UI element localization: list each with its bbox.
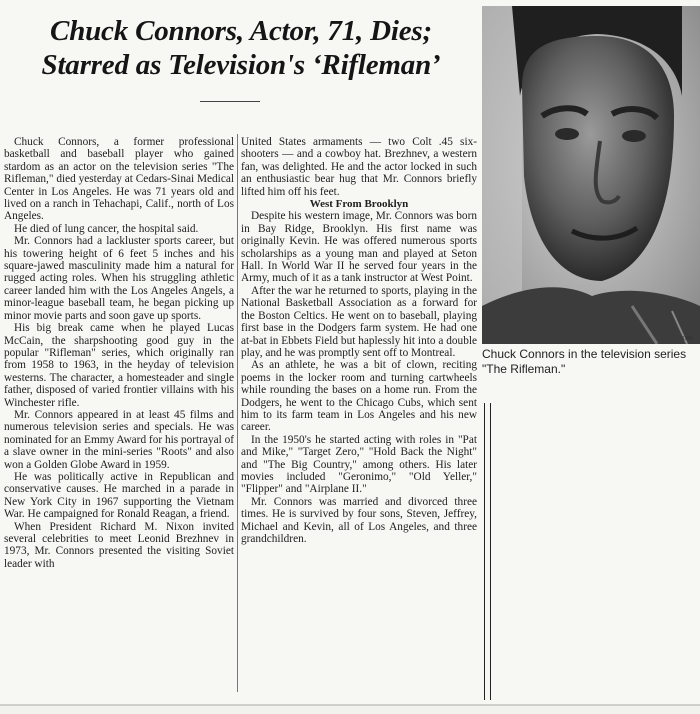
paragraph: He was politically active in Republican and conservative causes. He marched in a parade in New York City in 1967 supporting the Vietnam War. He campaigned for Ronald Reagan, a friend. [4, 470, 234, 521]
paragraph: After the war he returned to sports, playing in the National Basketball Association as a forward for the Boston Celtics. He went on to baseball, playing first base in the Dodgers farm system. He had one at-bat in Ebbets Field but haplessly hit into a double play, and he was promptly sent off to Montreal. [241, 284, 477, 359]
column-edge-marks [484, 403, 491, 714]
clipping-bottom-edge [0, 700, 700, 714]
paragraph: Mr. Connors had a lackluster sports career, but his towering height of 6 feet 5 inches and his square-jawed masculinity made him a natural for rugged acting roles. When his struggling athletic career landed him with the Los Angeles Angels, a minor-league baseball team, he began picking up minor movie parts and soon gave up sports. [4, 235, 234, 322]
photo-credit: 1960 [682, 336, 694, 342]
paragraph: He died of lung cancer, the hospital said. [14, 222, 199, 235]
portrait-image [482, 6, 700, 344]
paragraph: Despite his western image, Mr. Connors was born in Bay Ridge, Brooklyn. His first name was originally Kevin. He was offered numerous sports scholarships as a young man and played at Seton Hall. In World War II he served four years in the Army, much of it as a tank instructor at West Point. [241, 210, 477, 285]
paragraph: Chuck Connors, a former professional basketball and baseball player who gained stardom as an actor on the television series "The Rifleman," died yesterday at Cedars-Sinai Medical Center in Los Angeles. He was 71 years old and lived on a ranch in Tehachapi, Calif., north of Los Angeles. [4, 136, 234, 223]
column-divider [237, 134, 238, 692]
paragraph: Mr. Connors was married and divorced three times. He is survived by four sons, Steven, Jeffrey, Michael and Kevin, all of Los Angeles, and three grandchildren. [241, 495, 477, 545]
photo-caption: Chuck Connors in the television series "The Rifleman." [482, 347, 687, 376]
article-column-1 [4, 136, 234, 570]
portrait-photo [482, 6, 700, 344]
paragraph: Mr. Connors appeared in at least 45 films and numerous television series and specials. He was nominated for an Emmy Award for his portrayal of a slave owner in the mini-series "Roots" and also won a Golden Globe Award in 1959. [4, 408, 234, 471]
paragraph: United States armaments — two Colt .45 six-shooters — and a cowboy hat. Brezhnev, a western fan, was delighted. He and the actor locked in such an enthusiastic bear hug that Mr. Connors briefly lifted him off his feet. [241, 136, 477, 198]
paragraph: His big break came when he played Lucas McCain, the sharpshooting good guy in the popular "Rifleman" series, which originally ran from 1958 to 1963, in the heyday of television westerns. The character, a homesteader and single father, disposed of varied frontier villains with his Winchester rifle. [4, 322, 234, 409]
article-column-2 [241, 136, 477, 545]
paragraph: When President Richard M. Nixon invited several celebrities to meet Leonid Brezhnev in 1973, Mr. Connors presented the visiting Soviet leader with [4, 520, 234, 570]
subhead: West From Brooklyn [309, 198, 409, 211]
headline-line-1: Chuck Connors, Actor, 71, Dies; [50, 15, 432, 47]
paragraph: In the 1950's he started acting with roles in "Pat and Mike," "Target Zero," "Hold Back the Night" and "The Big Country," among others. His later movies included "Geronimo," "Old Yeller," "Flipper" and "Airplane II." [241, 433, 477, 496]
headline-line-2: Starred as Television's ‘Rifleman’ [41, 49, 441, 81]
headline-rule [200, 101, 260, 102]
headline [4, 14, 478, 82]
paragraph: As an athlete, he was a bit of clown, reciting poems in the locker room and turning cartwheels while rounding the bases on a home run. From the Dodgers, he went to the Chicago Cubs, which sent him to its farm team in Los Angeles and his new career. [241, 359, 477, 434]
